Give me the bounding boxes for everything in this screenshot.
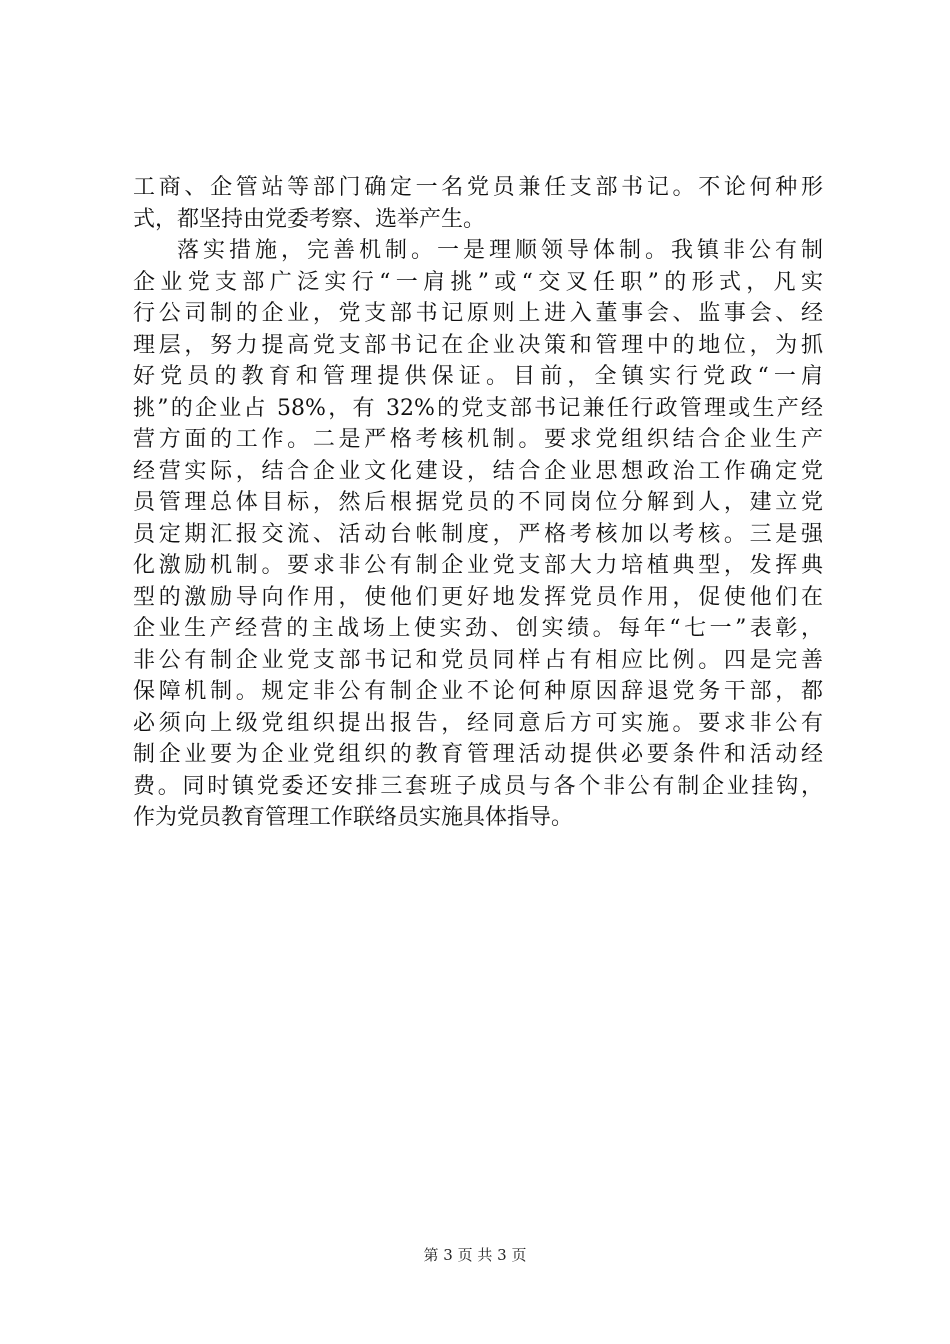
- text-line: 理层，努力提高党支部书记在企业决策和管理中的地位，为抓: [133, 332, 823, 358]
- body-text: [133, 172, 823, 834]
- text-line: 化激励机制。要求非公有制企业党支部大力培植典型，发挥典: [133, 553, 823, 578]
- text-line: 营方面的工作。二是严格考核机制。要求党组织结合企业生产: [133, 427, 823, 452]
- paragraph-first-line: 落实措施，完善机制。一是理顺领导体制。我镇非公有制: [177, 238, 823, 263]
- text-line: 作为党员教育管理工作联络员实施具体指导。: [133, 805, 574, 830]
- text-line: 挑”的企业占 58%，有 32%的党支部书记兼任行政管理或生产经: [133, 395, 823, 421]
- text-line: 保障机制。规定非公有制企业不论何种原因辞退党务干部，都: [133, 679, 823, 704]
- text-line: 必须向上级党组织提出报告，经同意后方可实施。要求非公有: [133, 710, 823, 736]
- page-number-footer: 第 3 页 共 3 页: [423, 1246, 527, 1264]
- text-line: 行公司制的企业，党支部书记原则上进入董事会、监事会、经: [133, 301, 823, 326]
- text-line: 非公有制企业党支部书记和党员同样占有相应比例。四是完善: [133, 647, 823, 673]
- text-line: 式，都坚持由党委考察、选举产生。: [133, 206, 486, 232]
- text-line: 型的激励导向作用，使他们更好地发挥党员作用，促使他们在: [133, 584, 823, 610]
- text-line: 企业党支部广泛实行“一肩挑”或“交叉任职”的形式，凡实: [133, 269, 823, 295]
- text-line: 制企业要为企业党组织的教育管理活动提供必要条件和活动经: [133, 742, 823, 767]
- text-line: 员定期汇报交流、活动台帐制度，严格考核加以考核。三是强: [133, 521, 823, 547]
- text-line: 经营实际，结合企业文化建设，结合企业思想政治工作确定党: [133, 458, 823, 484]
- text-line: 员管理总体目标，然后根据党员的不同岗位分解到人，建立党: [133, 490, 823, 515]
- text-line: 企业生产经营的主战场上使实劲、创实绩。每年“七一”表彰，: [133, 616, 823, 641]
- text-line: 好党员的教育和管理提供保证。目前，全镇实行党政“一肩: [133, 364, 823, 389]
- text-line: 费。同时镇党委还安排三套班子成员与各个非公有制企业挂钩，: [133, 773, 823, 799]
- text-line: 工商、企管站等部门确定一名党员兼任支部书记。不论何种形: [133, 175, 823, 200]
